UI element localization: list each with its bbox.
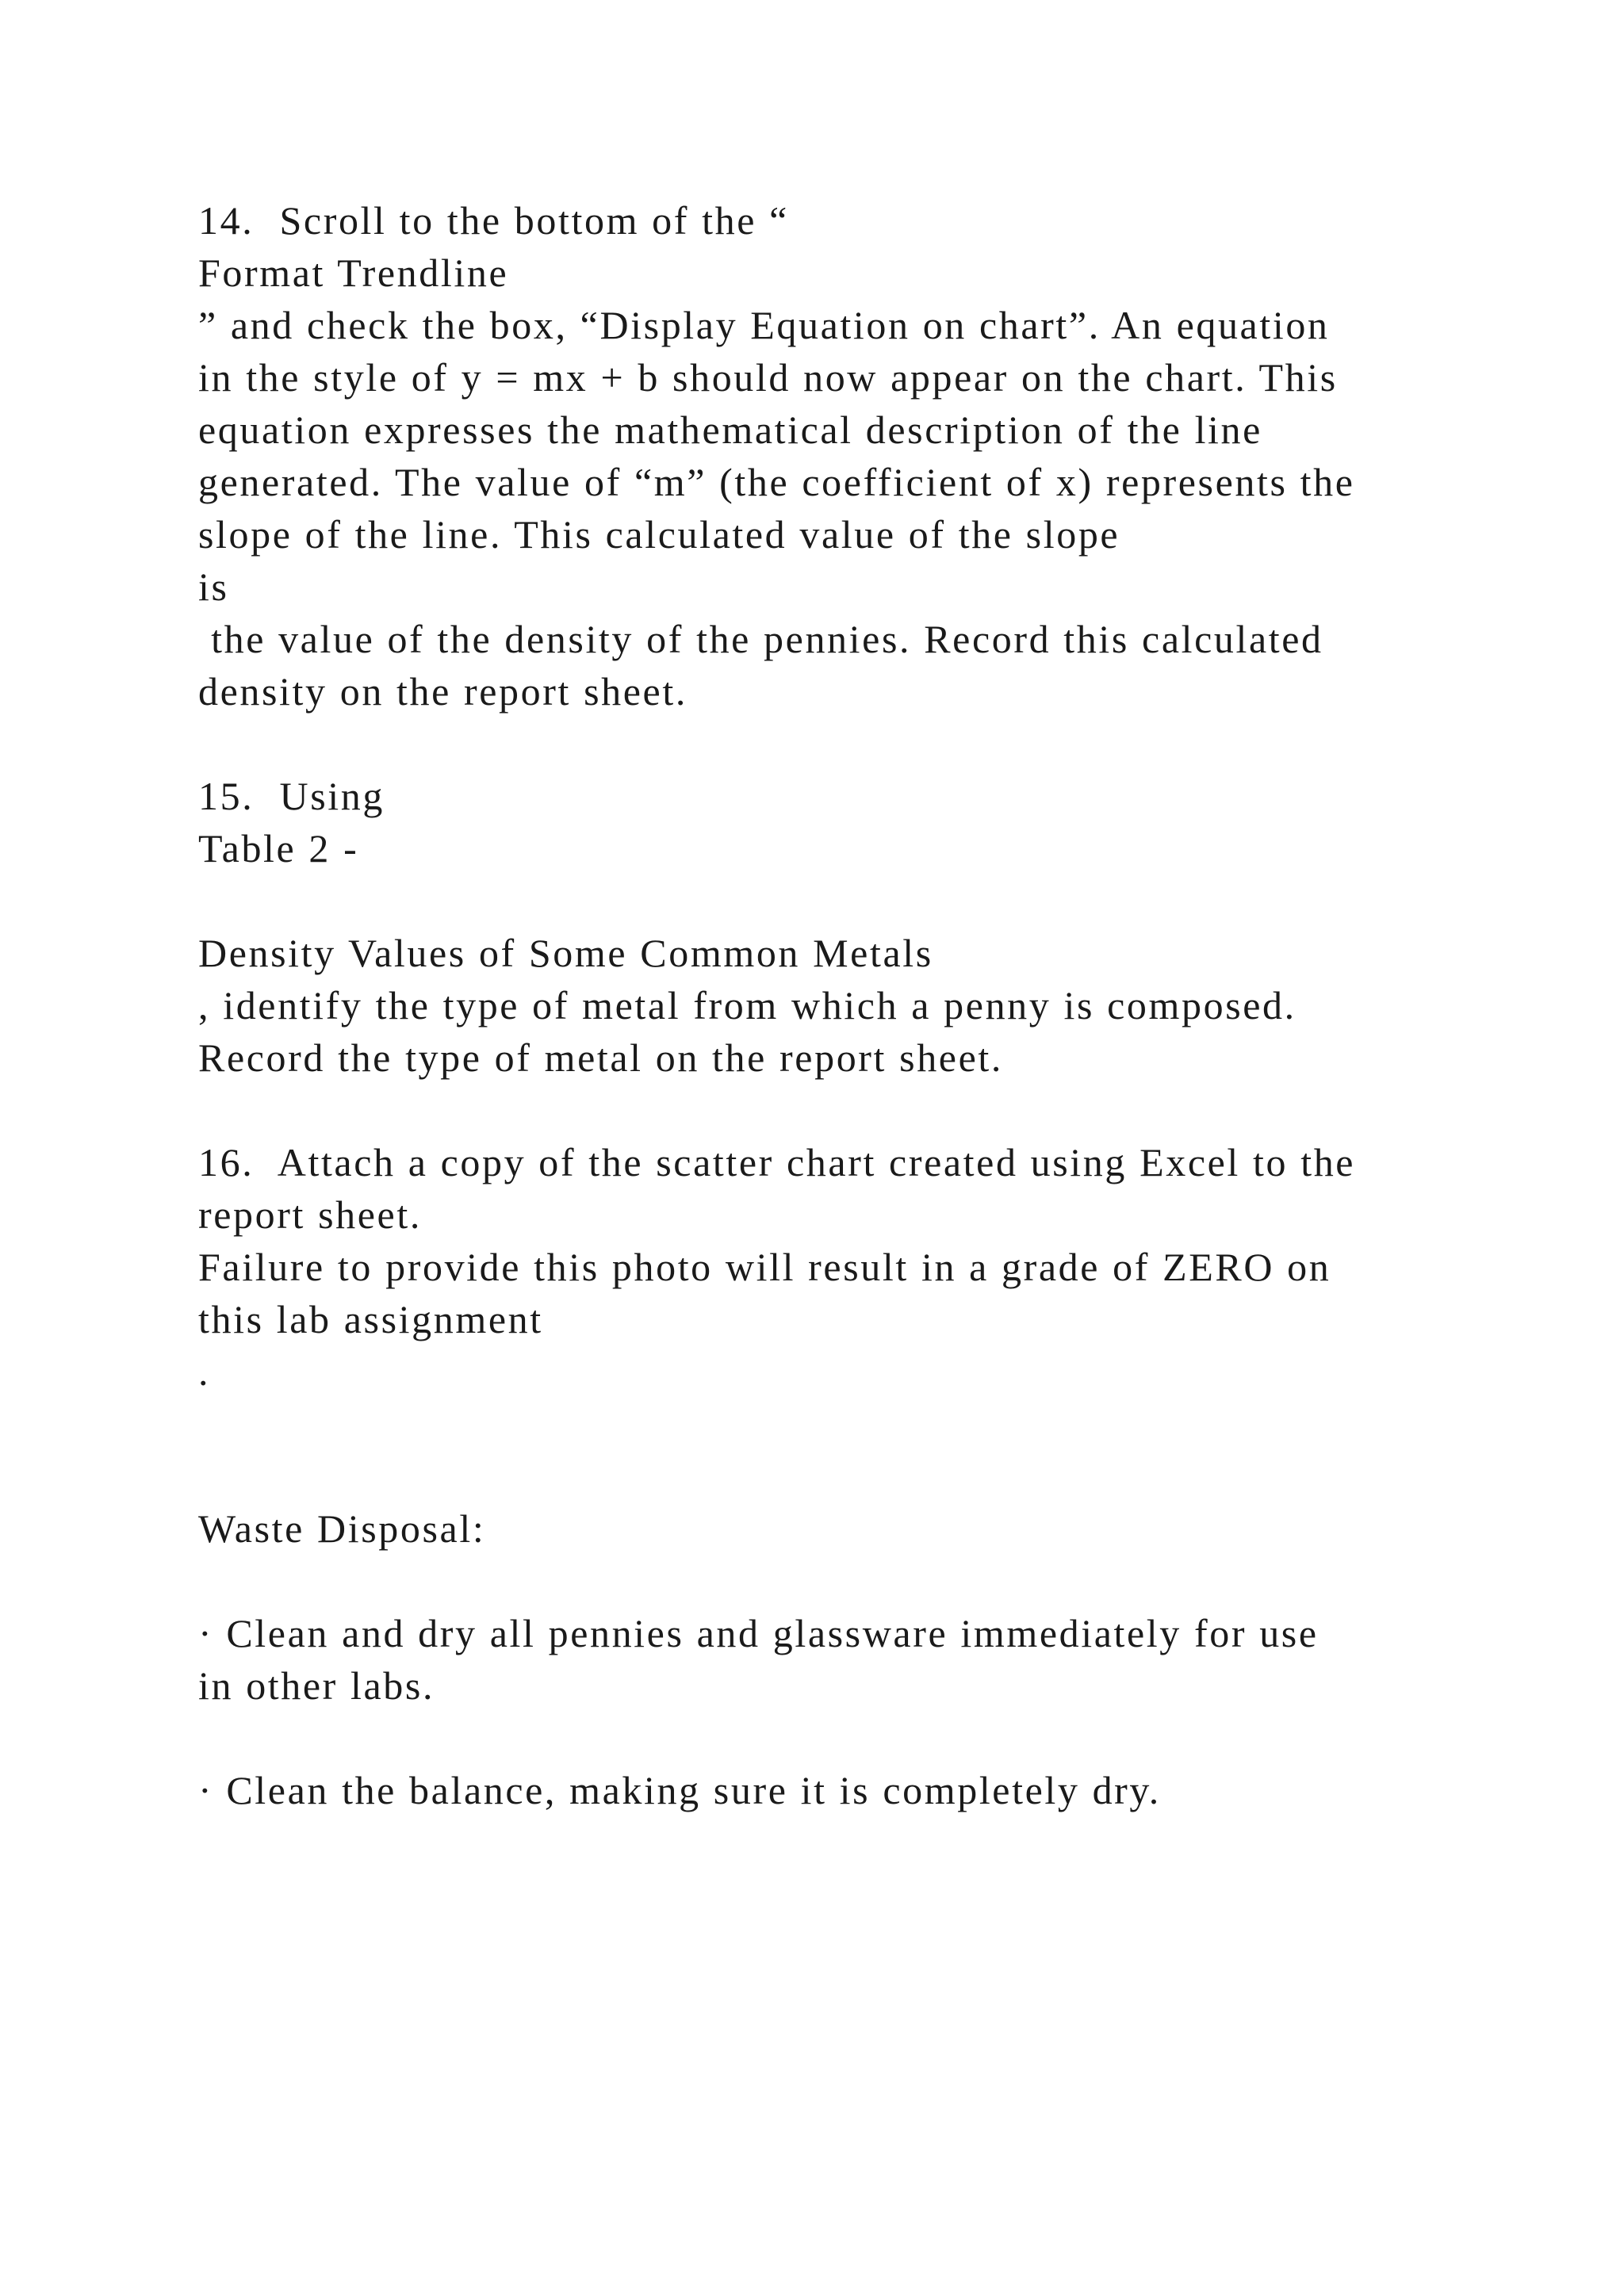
text-line: , identify the type of metal from which a penny is composed.: [198, 983, 1297, 1027]
blank-line: [198, 1555, 1499, 1607]
blank-line: [198, 874, 1499, 927]
bullet-item-clean-balance: · Clean the balance, making sure it is completely dry.: [198, 1768, 1161, 1812]
text-line: Record the type of metal on the report sheet.: [198, 1035, 1003, 1080]
text-line: is: [198, 564, 229, 609]
text-line-warning: this lab assignment: [198, 1297, 543, 1341]
blank-line: [198, 1712, 1499, 1764]
text-line: density on the report sheet.: [198, 669, 688, 714]
text-line-table-title: Density Values of Some Common Metals: [198, 931, 933, 975]
blank-line: [198, 1398, 1499, 1450]
bullet-item-continuation: in other labs.: [198, 1663, 435, 1708]
document-body: [198, 194, 1499, 1816]
text-line-step16-heading: 16. Attach a copy of the scatter chart created using Excel to the: [198, 1140, 1356, 1184]
text-line-format-trendline: Format Trendline: [198, 251, 509, 295]
section-heading-waste-disposal: Waste Disposal:: [198, 1506, 486, 1551]
text-line-warning: Failure to provide this photo will result in a grade of ZERO on: [198, 1245, 1331, 1289]
text-line-table-ref: Table 2 -: [198, 826, 359, 871]
blank-line: [198, 1450, 1499, 1502]
blank-line: [198, 1084, 1499, 1136]
text-line: equation expresses the mathematical description of the line: [198, 408, 1262, 452]
bullet-item-clean-pennies: · Clean and dry all pennies and glassware immediately for use: [198, 1611, 1319, 1655]
text-line: report sheet.: [198, 1192, 422, 1237]
text-line: ” and check the box, “Display Equation on chart”. An equation: [198, 303, 1330, 347]
text-line: in the style of y = mx + b should now appear on the chart. This: [198, 355, 1338, 400]
text-line-step14-heading: 14. Scroll to the bottom of the “: [198, 198, 789, 243]
blank-line: [198, 718, 1499, 770]
text-line: generated. The value of “m” (the coefficient of x) represents the: [198, 460, 1355, 504]
text-line: slope of the line. This calculated value of the slope: [198, 512, 1120, 557]
text-line: .: [198, 1349, 211, 1394]
text-line: the value of the density of the pennies. Record this calculated: [198, 617, 1323, 661]
text-line-step15-heading: 15. Using: [198, 774, 385, 818]
